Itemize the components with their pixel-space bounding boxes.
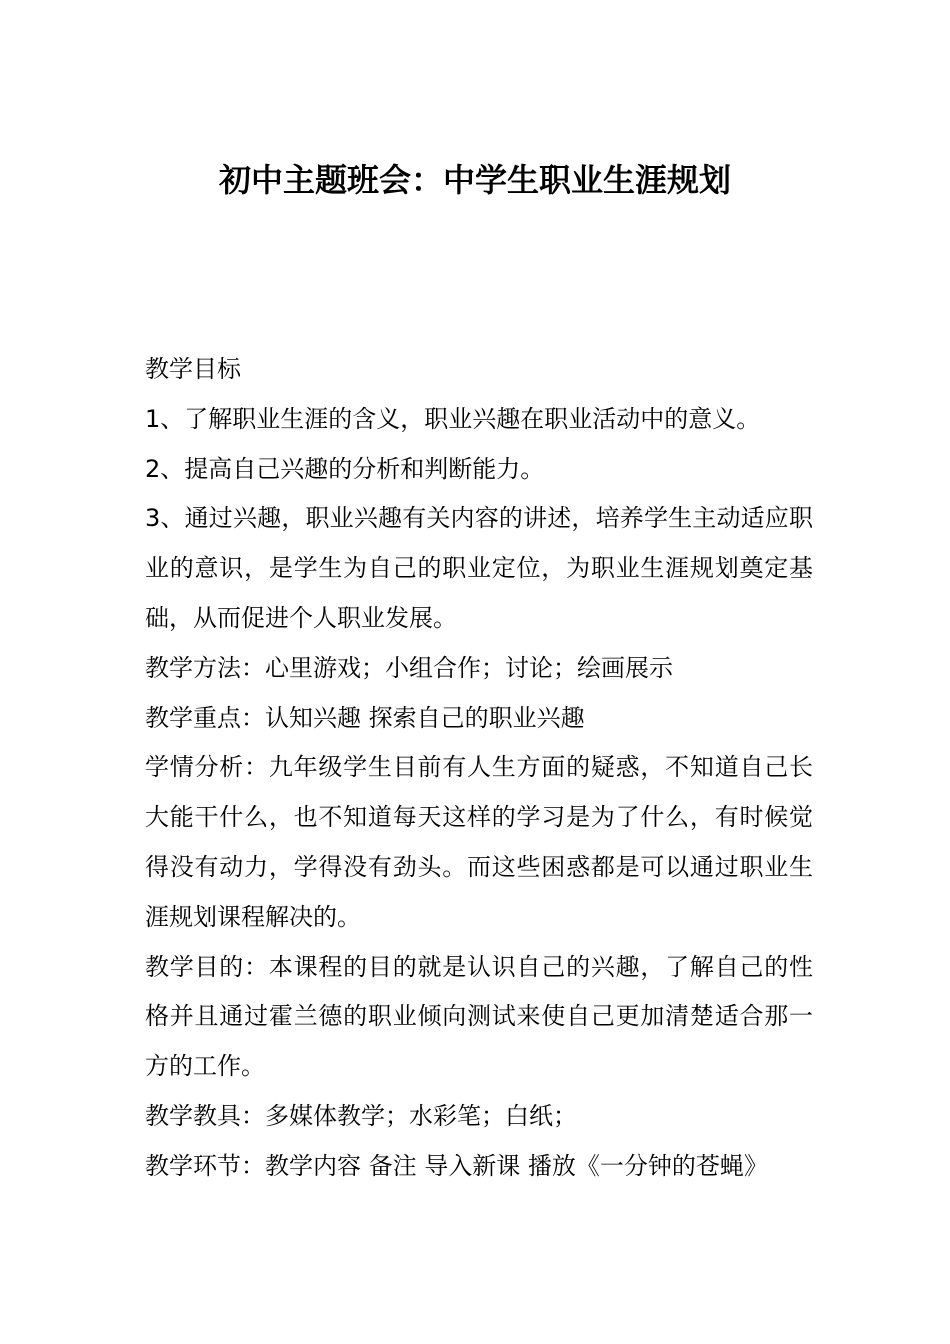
teaching-focus: 教学重点：认知兴趣 探索自己的职业兴趣: [145, 703, 585, 732]
teaching-aids: 教学教具：多媒体教学；水彩笔；白纸；: [145, 1101, 577, 1130]
goal-item-3: 3、通过兴趣，职业兴趣有关内容的讲述，培养学生主动适应职业的意识，是学生为自己的职业定位，为职业生涯规划奠定基础，从而促进个人职业发展。: [145, 504, 813, 632]
document-body: [145, 345, 813, 1192]
teaching-purpose: 教学目的：本课程的目的就是认识自己的兴趣，了解自己的性格并且通过霍兰德的职业倾向测试来使自己更加清楚适合那一方的工作。: [145, 952, 813, 1081]
teaching-methods: 教学方法：心里游戏；小组合作；讨论；绘画展示: [145, 653, 673, 682]
learner-analysis: 学情分析：九年级学生目前有人生方面的疑惑，不知道自己长大能干什么，也不知道每天这样的学习是为了什么，有时候觉得没有动力，学得没有劲头。而这些困惑都是可以通过职业生涯规划课程解决的。: [145, 753, 813, 931]
teaching-steps: 教学环节：教学内容 备注 导入新课 播放《一分钟的苍蝇》: [145, 1151, 768, 1180]
section-heading-teaching-goals: 教学目标: [145, 355, 241, 383]
goal-item-2: 2、提高自己兴趣的分析和判断能力。: [145, 454, 545, 483]
goal-item-1: 1、了解职业生涯的含义，职业兴趣在职业活动中的意义。: [145, 404, 761, 433]
document-title: 初中主题班会：中学生职业生涯规划: [218, 161, 731, 199]
